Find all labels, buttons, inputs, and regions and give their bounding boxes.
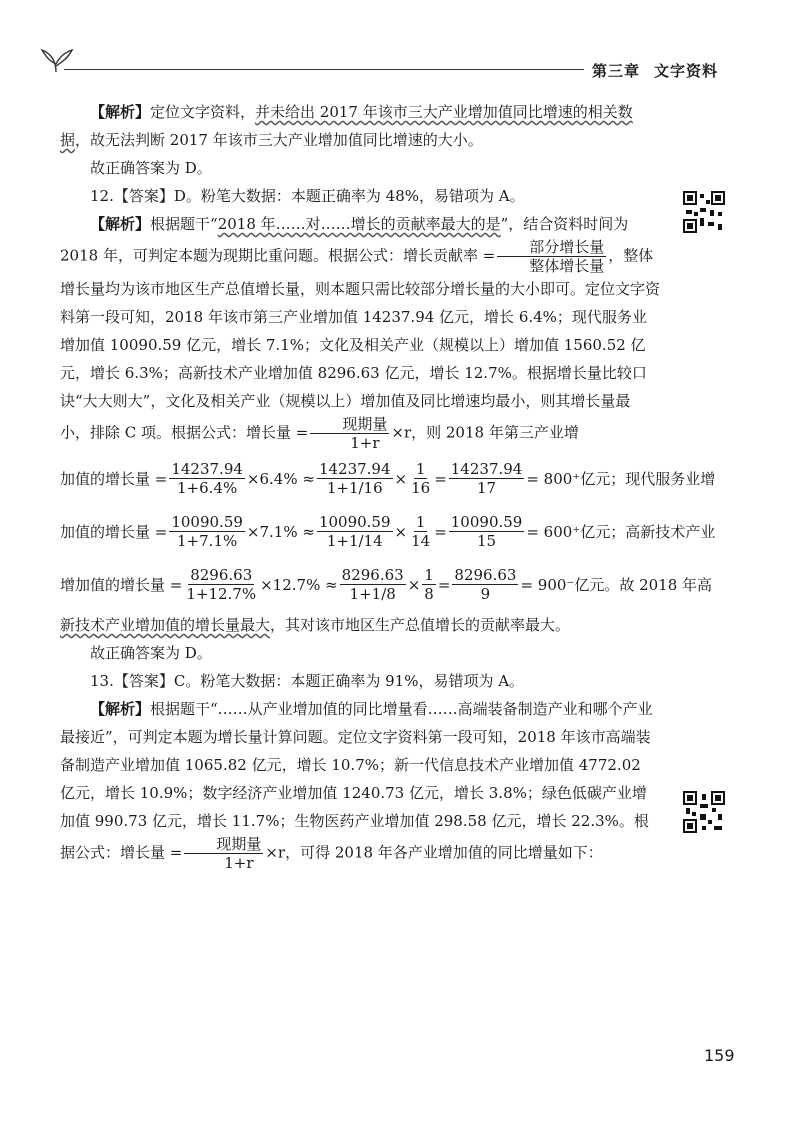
page-content bbox=[60, 98, 716, 872]
question-12-answer-head: 12.【答案】D。粉笔大数据：本题正确率为 48%，易错项为 A。 bbox=[90, 187, 525, 205]
chapter-section: 文字资料 bbox=[654, 62, 719, 80]
formula-fraction: $\frac{\text{现期量}}{1+r}$ bbox=[310, 415, 389, 452]
analysis-tag: 【解析】 bbox=[90, 700, 151, 718]
analysis-paragraph-11: 【解析】定位文字资料，并未给出 2017 年该市三大产业增加值同比增速的相关数据，故无法判断 2017 年该市三大产业增加值同比增速的大小。 bbox=[60, 103, 633, 149]
page-number: 159 bbox=[704, 1046, 735, 1065]
formula-fraction: $\frac{\text{现期量}}{1+r}$ bbox=[184, 835, 263, 872]
question-13-answer-head: 13.【答案】C。粉笔大数据：本题正确率为 91%，易错项为 A。 bbox=[90, 672, 525, 690]
analysis-tag: 【解析】 bbox=[90, 103, 151, 121]
equation-row-3: 增加值的增长量 = $\frac{8296.63}{1+12.7\%}$ ×12.7% ≈ $\frac{8296.63}{1+1/8}$ × $\frac{1}{8}$ = $\frac{8296.63}{9}$ = 900⁻亿元。故 2018 年高 bbox=[60, 566, 713, 603]
answer-line: 故正确答案为 D。 bbox=[90, 644, 212, 662]
qr-code-icon[interactable] bbox=[682, 790, 726, 834]
qr-code-icon[interactable] bbox=[682, 190, 726, 234]
header-rule bbox=[64, 69, 584, 70]
chapter-heading bbox=[592, 60, 718, 81]
analysis-paragraph-13: 【解析】根据题干“……从产业增加值的同比增量看……高端装备制造产业和哪个产业最接近”，可判定本题为增长量计算问题。定位文字资料第一段可知，2018 年该市高端装备制造产业增加值 1065.82 亿元，增长 10.7%；新一代信息技术产业增加值 4772.02 亿元，增长 10.9%；数字经济产业增加值 1240.73 亿元，增长 3.8%；绿色低碳产业增加值 990.73 亿元，增长 11.7%；生物医药产业增加值 298.58 亿元，增长 22.3%。根据公式：增长量 = $\frac{\text{现期量}}{1+r}$ ×r，可得 2018 年各产业增加值的同比增量如下： bbox=[60, 700, 653, 872]
analysis-paragraph-12-tail: 新技术产业增加值的增长量最大，其对该市地区生产总值增长的贡献率最大。 bbox=[60, 616, 571, 634]
analysis-tag: 【解析】 bbox=[90, 215, 151, 233]
analysis-paragraph-12: 【解析】根据题干“2018 年……对……增长的贡献率最大的是”，结合资料时间为 2018 年，可判定本题为现期比重问题。根据公式：增长贡献率 = $\frac{\text{部分增长量}}{\text{整体增长量}}$ ，整体增长量均为该市地区生产总值增长量，则本题只需比较部分增长量的大小即可。定位文字资料第一段可知，2018 年该市第三产业增加值 14237.94 亿元，增长 6.4%；现代服务业增加值 10090.59 亿元，增长 7.1%；文化及相关产业（规模以上）增加值 1560.52 亿元，增长 6.3%；高新技术产业增加值 8296.63 亿元，增长 12.7%。根据增长量比较口诀“大大则大”，文化及相关产业（规模以上）增加值及同比增速均最小，则其增长量最小，排除 C 项。根据公式：增长量 = $\frac{\text{现期量}}{1+r}$ ×r，则 2018 年第三产业增 bbox=[60, 215, 661, 452]
chapter-number: 第三章 bbox=[592, 62, 641, 80]
equation-row-2: 加值的增长量 = $\frac{10090.59}{1+7.1\%}$ ×7.1% ≈ $\frac{10090.59}{1+1/14}$ × $\frac{1}{14}$ = $\frac{10090.59}{15}$ = 600⁺亿元；高新技术产业 bbox=[60, 513, 716, 550]
formula-fraction: $\frac{\text{部分增长量}}{\text{整体增长量}}$ bbox=[497, 238, 606, 275]
answer-line: 故正确答案为 D。 bbox=[90, 159, 212, 177]
equation-row-1: 加值的增长量 = $\frac{14237.94}{1+6.4\%}$ ×6.4% ≈ $\frac{14237.94}{1+1/16}$ × $\frac{1}{16}$ = $\frac{14237.94}{17}$ = 800⁺亿元；现代服务业增 bbox=[60, 460, 716, 497]
